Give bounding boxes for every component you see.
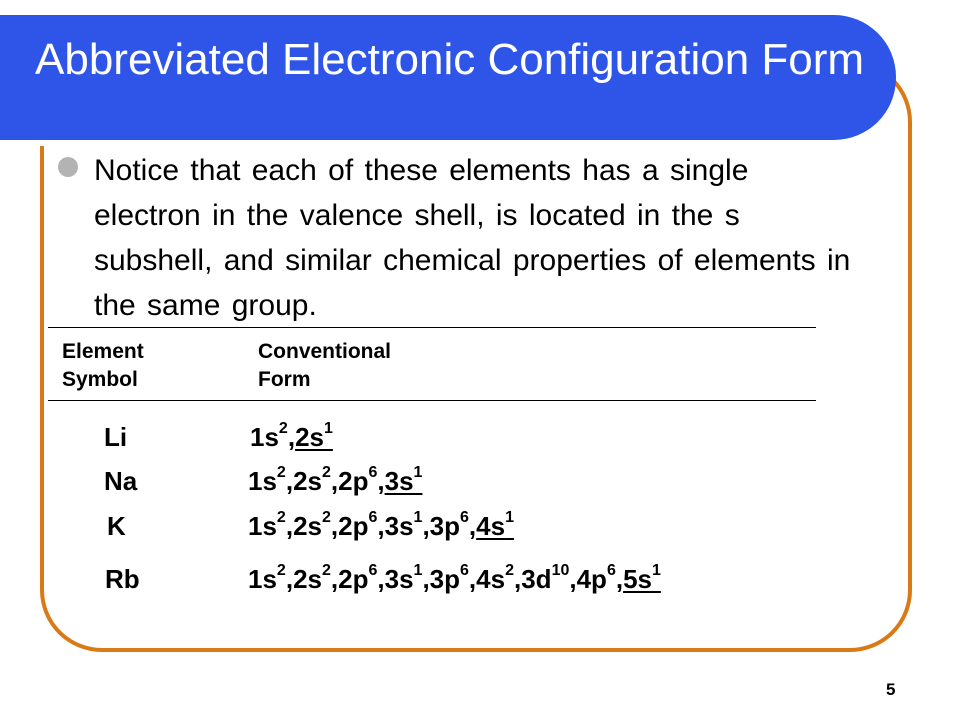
orbital-label: 2p <box>338 466 369 496</box>
term-separator: , <box>569 564 577 594</box>
header-conventional-form <box>258 338 391 394</box>
orbital-term <box>250 422 288 452</box>
orbital-label: 2s <box>293 564 322 594</box>
valence-orbital-term <box>385 466 423 496</box>
orbital-label: 3s <box>384 564 414 594</box>
term-separator: , <box>287 422 296 452</box>
orbital-term <box>521 564 569 594</box>
orbital-term <box>430 511 469 541</box>
term-separator: , <box>330 466 339 496</box>
term-separator: , <box>330 511 339 541</box>
orbital-term <box>476 564 514 594</box>
element-symbol: Rb <box>105 564 140 594</box>
electron-count: 2 <box>276 464 286 481</box>
bullet-dot-icon <box>58 157 78 177</box>
electron-count: 6 <box>606 562 616 579</box>
table-header-rule <box>48 400 816 401</box>
element-symbol: Li <box>104 422 128 452</box>
header-conventional-line2: Form <box>258 368 311 391</box>
page-number: 5 <box>886 680 896 699</box>
orbital-term <box>248 511 286 541</box>
orbital-term <box>385 564 423 594</box>
orbital-term <box>248 564 286 594</box>
orbital-label: 4s <box>476 511 506 541</box>
orbital-label: 3s <box>384 511 414 541</box>
table-top-rule <box>48 327 816 328</box>
electron-count: 6 <box>368 509 378 526</box>
electron-configuration <box>248 564 661 595</box>
term-separator: , <box>422 511 430 541</box>
electron-configuration <box>250 422 333 453</box>
orbital-label: 3p <box>429 564 461 594</box>
element-symbol: K <box>107 511 126 541</box>
orbital-label: 2s <box>293 466 322 496</box>
term-separator: , <box>468 511 477 541</box>
electron-count: 2 <box>276 509 286 526</box>
electron-count: 6 <box>368 562 378 579</box>
orbital-term <box>248 466 286 496</box>
electron-count: 2 <box>321 509 331 526</box>
orbital-label: 2s <box>295 422 324 452</box>
orbital-term <box>577 564 616 594</box>
electron-count: 2 <box>321 562 331 579</box>
orbital-label: 1s <box>248 511 277 541</box>
orbital-label: 5s <box>623 564 652 594</box>
electron-count: 2 <box>505 562 514 579</box>
element-symbol: Na <box>104 466 138 496</box>
orbital-term <box>293 511 331 541</box>
term-separator: , <box>468 564 477 594</box>
term-separator: , <box>377 466 385 496</box>
orbital-term <box>338 564 377 594</box>
electron-count: 1 <box>413 464 423 481</box>
orbital-label: 1s <box>248 466 277 496</box>
orbital-term <box>430 564 469 594</box>
term-separator: , <box>377 511 385 541</box>
title-bar <box>0 15 896 140</box>
electron-count: 6 <box>460 509 469 526</box>
title-underline <box>0 140 848 146</box>
orbital-label: 3p <box>429 511 461 541</box>
orbital-label: 2p <box>338 511 369 541</box>
header-element-line1: Element <box>62 340 144 363</box>
slide-title: Abbreviated Electronic Configuration Form <box>35 35 865 84</box>
orbital-label: 3s <box>384 466 414 496</box>
electron-count: 1 <box>413 509 423 526</box>
term-separator: , <box>615 564 624 594</box>
electron-count: 6 <box>368 464 378 481</box>
term-separator: , <box>422 564 430 594</box>
bullet-text: Notice that each of these elements has a single electron in the valence shell, is located in the s subshell, and similar chemical properties of elements in the same group. <box>94 154 851 322</box>
orbital-term <box>338 466 377 496</box>
valence-orbital-term <box>295 422 333 452</box>
orbital-label: 2p <box>338 564 369 594</box>
electron-count: 2 <box>321 464 331 481</box>
header-element-line2: Symbol <box>62 368 138 391</box>
orbital-label: 4s <box>476 564 506 594</box>
orbital-label: 1s <box>250 422 279 452</box>
orbital-label: 2s <box>293 511 322 541</box>
electron-count: 6 <box>460 562 469 579</box>
electron-count: 10 <box>551 562 570 579</box>
orbital-label: 4p <box>576 564 607 594</box>
orbital-label: 1s <box>248 564 277 594</box>
orbital-term <box>293 564 331 594</box>
valence-orbital-term <box>476 511 514 541</box>
orbital-term <box>338 511 377 541</box>
valence-orbital-term <box>623 564 661 594</box>
orbital-label: 3d <box>521 564 552 594</box>
header-element-symbol <box>62 338 144 394</box>
orbital-term <box>385 511 423 541</box>
electron-count: 1 <box>413 562 423 579</box>
term-separator: , <box>285 511 294 541</box>
electron-count: 2 <box>278 420 288 437</box>
electron-count: 1 <box>323 420 333 437</box>
electron-count: 1 <box>652 562 661 579</box>
term-separator: , <box>513 564 522 594</box>
term-separator: , <box>285 564 294 594</box>
term-separator: , <box>285 466 294 496</box>
term-separator: , <box>377 564 385 594</box>
electron-count: 1 <box>505 509 514 526</box>
electron-count: 2 <box>276 562 286 579</box>
orbital-term <box>293 466 331 496</box>
electron-configuration <box>248 511 514 542</box>
term-separator: , <box>330 564 339 594</box>
electron-configuration <box>248 466 422 497</box>
header-conventional-line1: Conventional <box>258 340 392 363</box>
